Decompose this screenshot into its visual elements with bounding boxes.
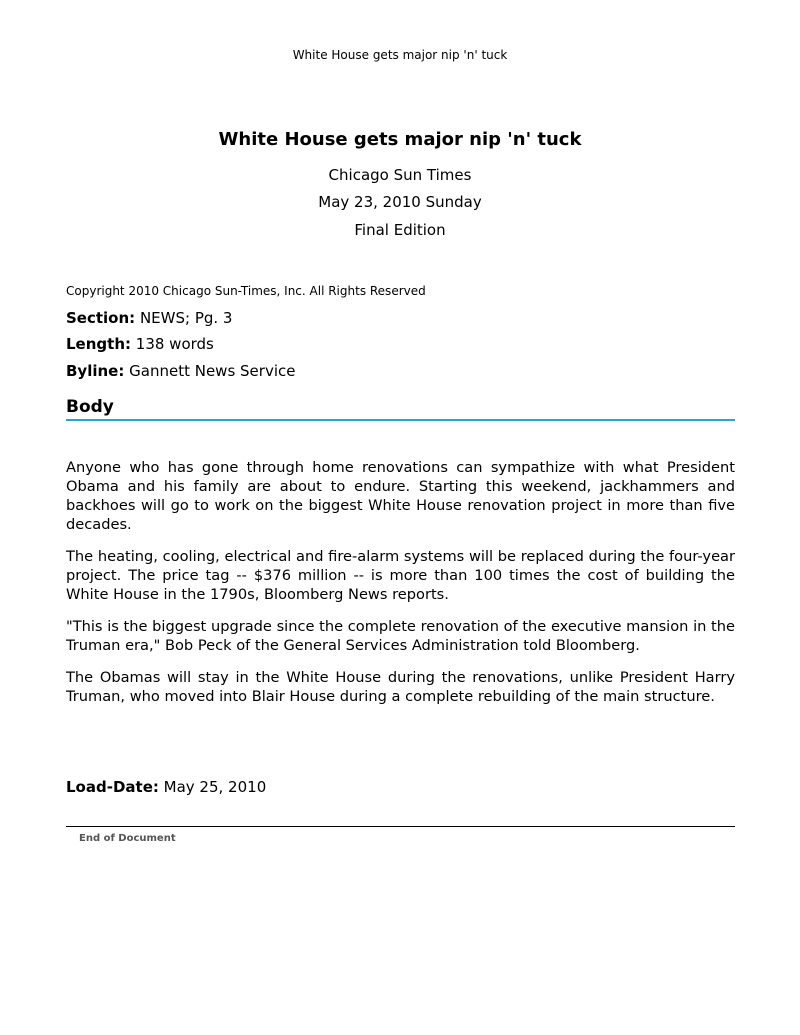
article-paragraph: The heating, cooling, electrical and fire-alarm systems will be replaced during the four-year project. The price tag -- $376 million -- is more than 100 times the cost of building the White House in the 1790s, Bloomberg News reports. bbox=[66, 548, 735, 603]
byline-label: Byline: bbox=[66, 362, 125, 380]
publication-name: Chicago Sun Times bbox=[328, 166, 472, 184]
byline-value: Gannett News Service bbox=[129, 362, 296, 380]
length-label: Length: bbox=[66, 335, 131, 353]
copyright-notice: Copyright 2010 Chicago Sun-Times, Inc. All Rights Reserved bbox=[66, 284, 426, 298]
end-of-document-label: End of Document bbox=[79, 833, 176, 844]
publication-date: May 23, 2010 Sunday bbox=[318, 193, 482, 211]
body-heading-rule bbox=[66, 419, 735, 421]
load-date-line bbox=[66, 778, 266, 796]
load-date-label: Load-Date: bbox=[66, 778, 159, 796]
end-divider bbox=[66, 826, 735, 827]
byline-line bbox=[66, 362, 295, 380]
section-value: NEWS; Pg. 3 bbox=[139, 309, 233, 327]
section-label: Section: bbox=[66, 309, 136, 327]
length-line bbox=[66, 335, 214, 353]
running-header-title: White House gets major nip 'n' tuck bbox=[292, 48, 508, 62]
article-body bbox=[66, 458, 735, 719]
length-value: 138 words bbox=[135, 335, 214, 353]
section-line bbox=[66, 309, 232, 327]
load-date-value: May 25, 2010 bbox=[163, 778, 267, 796]
article-paragraph: The Obamas will stay in the White House during the renovations, unlike President Harry Truman, who moved into Blair House during a complete rebuilding of the main structure. bbox=[66, 669, 735, 705]
body-heading: Body bbox=[66, 397, 114, 417]
article-paragraph: Anyone who has gone through home renovations can sympathize with what President Obama and his family are about to endure. Starting this weekend, jackhammers and backhoes will go to work on the biggest White House renovation project in more than five decades. bbox=[66, 459, 735, 533]
publication-edition: Final Edition bbox=[354, 221, 446, 239]
article-paragraph: "This is the biggest upgrade since the complete renovation of the executive mansion in the Truman era," Bob Peck of the General Services Administration told Bloomberg. bbox=[66, 618, 735, 654]
article-title: White House gets major nip 'n' tuck bbox=[218, 129, 582, 150]
